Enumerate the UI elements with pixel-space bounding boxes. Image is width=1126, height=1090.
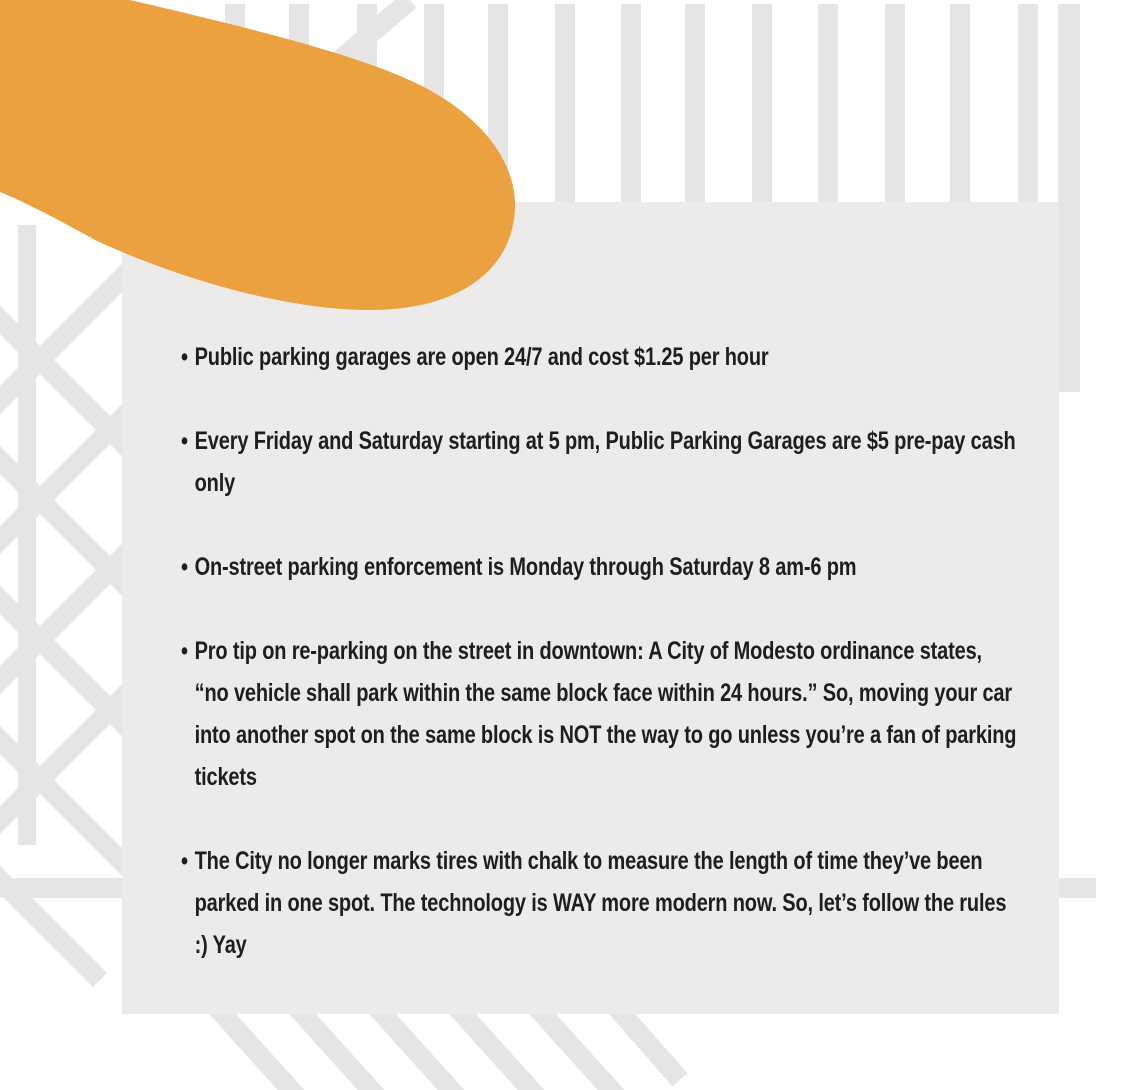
- tip-item-garage-hours: [181, 336, 1019, 378]
- tip-text: Public parking garages are open 24/7 and cost $1.25 per hour: [194, 343, 769, 371]
- bullet-icon: •: [181, 637, 188, 665]
- tip-item-street-enforcement: [181, 546, 1019, 588]
- tip-text: The City no longer marks tires with chalk to measure the length of time they’ve been parked in one spot. The technology is WAY more modern now. So, let’s follow the rules :) Yay: [194, 847, 1007, 959]
- tip-text: On-street parking enforcement is Monday through Saturday 8 am-6 pm: [194, 553, 857, 581]
- tip-item-reparking-rule: [181, 630, 1019, 798]
- tip-item-chalk-technology: [181, 840, 1019, 966]
- bullet-icon: •: [181, 847, 188, 875]
- tip-text: Pro tip on re-parking on the street in downtown: A City of Modesto ordinance states, “no vehicle shall park within the same block face within 24 hours.” So, moving your car into another spot on the same block is NOT the way to go unless you’re a fan of parking tickets: [194, 637, 1017, 791]
- bullet-icon: •: [181, 553, 188, 581]
- parking-tips-list: [181, 336, 1021, 1008]
- bullet-icon: •: [181, 343, 188, 371]
- bullet-icon: •: [181, 427, 188, 455]
- tip-item-weekend-flat-rate: [181, 420, 1019, 504]
- tip-text: Every Friday and Saturday starting at 5 pm, Public Parking Garages are $5 pre-pay cash only: [194, 427, 1016, 497]
